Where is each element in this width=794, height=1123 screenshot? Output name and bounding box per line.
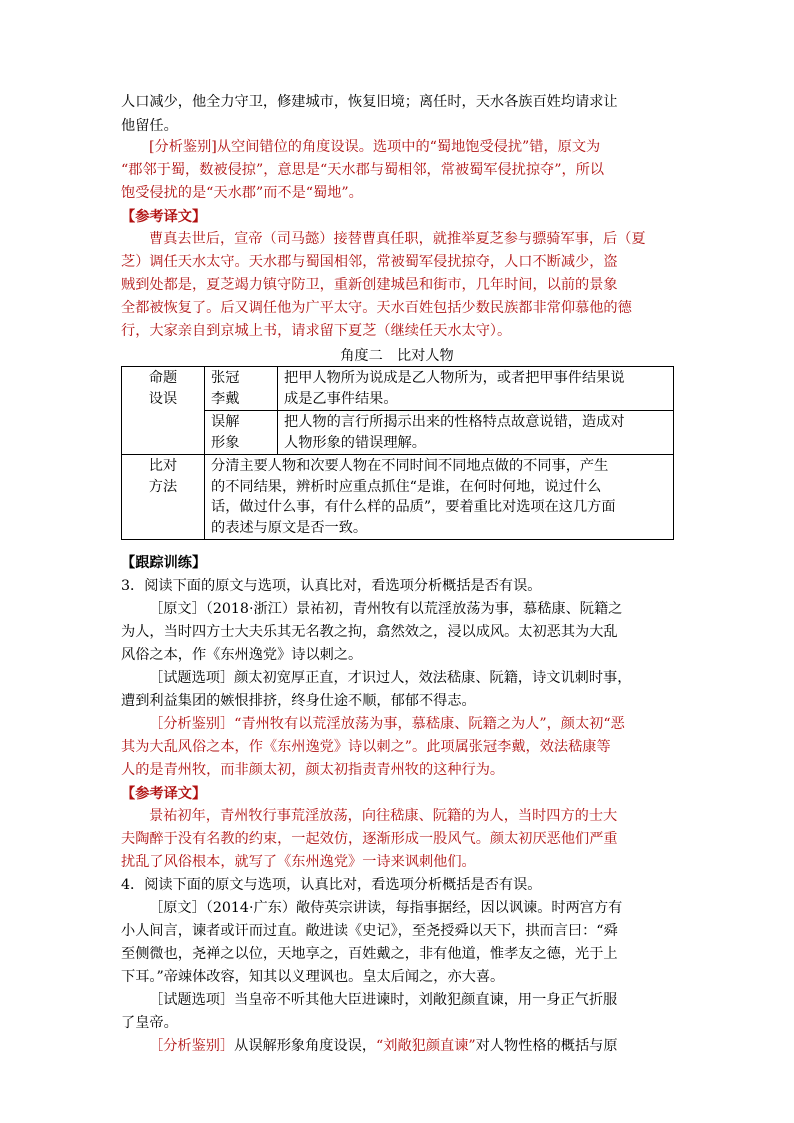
cell-text: 把甲人物所为说成是乙人物所为，或者把甲事件结果说 — [284, 370, 625, 386]
table-row — [122, 367, 674, 411]
option-tag: ［试题选项］ — [149, 992, 235, 1008]
cell-text: 李戴 — [211, 390, 240, 407]
cell-text: 误解 — [211, 414, 240, 430]
table-row — [122, 411, 674, 455]
original-line: 下耳。”帝竦体改容，知其以义理讽也。皇太后闻之，亦大喜。 — [121, 969, 505, 985]
sub-label-cell — [205, 411, 278, 455]
original-tag: ［原文］ — [149, 900, 206, 916]
option-line — [149, 990, 617, 1010]
analysis-line: 人的是青州牧，而非颜太初，颜太初指责青州牧的这种行为。 — [121, 762, 505, 778]
paragraph-line: 人口减少，他全力守卫，修建城市，恢复旧境；离任时，天水各族百姓均请求让 — [121, 94, 618, 110]
section-heading: 【跟踪训练】 — [121, 555, 207, 571]
option-text: 颜太初宽厚正直，才识过人，效法嵇康、阮籍，诗文讥刺时事， — [234, 670, 632, 686]
original-line: 为人，当时四方士大夫乐其无名教之拘，翕然效之，浸以成风。太初恶其为大乱 — [121, 624, 618, 640]
translation-line: 曹真去世后，宣帝（司马懿）接替曹真任职，就推举夏芝参与骠骑军事，后（夏 — [149, 231, 646, 247]
translation-line: 贼到处都是，夏芝竭力镇守防卫，重新创建城邑和街市，几年时间，以前的景象 — [121, 277, 618, 293]
original-text: （2014·广东）敞侍英宗讲读，每指事据经，因以讽谏。时两宫方有 — [205, 900, 623, 916]
analysis-tag: ［分析鉴别］ — [149, 716, 235, 732]
option-line: 遭到利益集团的嫉恨排挤，终身仕途不顺，郁郁不得志。 — [121, 693, 476, 709]
paragraph-line: 他留任。 — [121, 118, 178, 134]
cell-text: 的表述与原文是否一致。 — [211, 519, 368, 536]
row-label-cell — [122, 367, 205, 455]
cell-text: 张冠 — [211, 370, 240, 386]
analysis-text: 从空间错位的角度设误。选项中的“蜀地饱受侵扰”错，原文为 — [216, 139, 601, 155]
cell-text: 形象 — [211, 434, 240, 451]
cell-text: 成是乙事件结果。 — [284, 390, 398, 407]
cell-text: 把人物的言行所揭示出来的性格特点故意说错，造成对 — [284, 414, 625, 430]
option-line — [149, 668, 631, 688]
analysis-line: “郡邻于蜀，数被侵掠”，意思是“天水郡与蜀相邻，常被蜀军侵扰掠夺”，所以 — [121, 162, 605, 178]
analysis-tag: [分析鉴别] — [149, 139, 217, 155]
cell-text: 比对 — [148, 458, 178, 474]
sub-label-cell — [205, 367, 278, 411]
original-line — [149, 898, 622, 918]
original-line — [149, 599, 622, 619]
analysis-text: 对人物性格的概括与原 — [475, 1038, 618, 1054]
option-line: 了皇帝。 — [121, 1015, 178, 1031]
cell-text: 人物形象的错误理解。 — [284, 434, 426, 451]
translation-line: 芝）调任天水太守。天水郡与蜀国相邻，常被蜀军侵扰掠夺，人口不断减少，盗 — [121, 254, 618, 270]
analysis-line: 其为大乱风俗之本，作《东州逸党》诗以刺之”。此项属张冠李戴，效法嵇康等 — [121, 739, 611, 755]
translation-line: 扰乱了风俗根本，就写了《东州逸党》一诗来讽刺他们。 — [121, 854, 476, 870]
question-line: 3．阅读下面的原文与选项，认真比对，看选项分析概括是否有误。 — [121, 578, 542, 594]
cell-text: 的不同结果，辨析时应重点抓住“是谁，在何时何地，说过什么 — [211, 478, 602, 495]
original-line: 至侧微也，尧禅之以位，天地享之，百姓戴之，非有他道，惟孝友之德，光于上 — [121, 946, 618, 962]
original-text: （2018·浙江）景祐初，青州牧有以荒淫放荡为事，慕嵇康、阮籍之 — [205, 601, 623, 617]
translation-line: 夫陶醉于没有名教的约束，一起效仿，逐渐形成一股风气。颜太初厌恶他们严重 — [121, 831, 618, 847]
option-tag: ［试题选项］ — [149, 670, 235, 686]
section-heading: 【参考译文】 — [121, 209, 207, 225]
description-cell — [278, 367, 674, 411]
table-row — [122, 455, 674, 540]
section-heading: 【参考译文】 — [121, 786, 207, 802]
cell-text: 话，做过什么事，有什么样的品质”，要着重比对选项在这几方面 — [211, 499, 616, 515]
analysis-text: 从误解形象角度设误， — [234, 1038, 377, 1054]
row-label-cell — [122, 455, 205, 540]
original-line: 风俗之本，作《东州逸党》诗以刺之。 — [121, 647, 363, 663]
question-line: 4．阅读下面的原文与选项，认真比对，看选项分析概括是否有误。 — [121, 877, 542, 893]
table-title: 角度二 比对人物 — [340, 348, 454, 364]
description-cell — [278, 411, 674, 455]
cell-text: 分清主要人物和次要人物在不同时间不同地点做的不同事，产生 — [211, 458, 609, 474]
method-table — [121, 366, 674, 540]
cell-text: 命题 — [148, 370, 178, 386]
option-text: 当皇帝不听其他大臣进谏时，刘敞犯颜直谏，用一身正气折服 — [234, 992, 618, 1008]
analysis-quote: “刘敞犯颜直谏” — [376, 1038, 476, 1054]
analysis-line: 饱受侵扰的是“天水郡”而不是“蜀地”。 — [121, 185, 363, 201]
analysis-line — [149, 714, 625, 734]
analysis-line — [149, 137, 600, 157]
analysis-text: “青州牧有以荒淫放荡为事，慕嵇康、阮籍之为人”，颜太初“恶 — [234, 716, 625, 732]
original-tag: ［原文］ — [149, 601, 206, 617]
analysis-tag: ［分析鉴别］ — [149, 1038, 235, 1054]
translation-line: 全都被恢复了。后又调任他为广平太守。天水百姓包括少数民族都非常仰慕他的德 — [121, 300, 632, 316]
description-cell — [205, 455, 674, 540]
translation-line: 行，大家亲自到京城上书，请求留下夏芝（继续任天水太守）。 — [121, 323, 512, 339]
cell-text: 方法 — [148, 478, 178, 495]
translation-line: 景祐初年，青州牧行事荒淫放荡，向往嵇康、阮籍的为人，当时四方的士大 — [149, 808, 618, 824]
analysis-line — [149, 1036, 618, 1056]
original-line: 小人间言，谏者或讦而过直。敞进读《史记》，至尧授舜以天下，拱而言曰：“舜 — [121, 923, 618, 939]
cell-text: 设误 — [148, 390, 178, 407]
